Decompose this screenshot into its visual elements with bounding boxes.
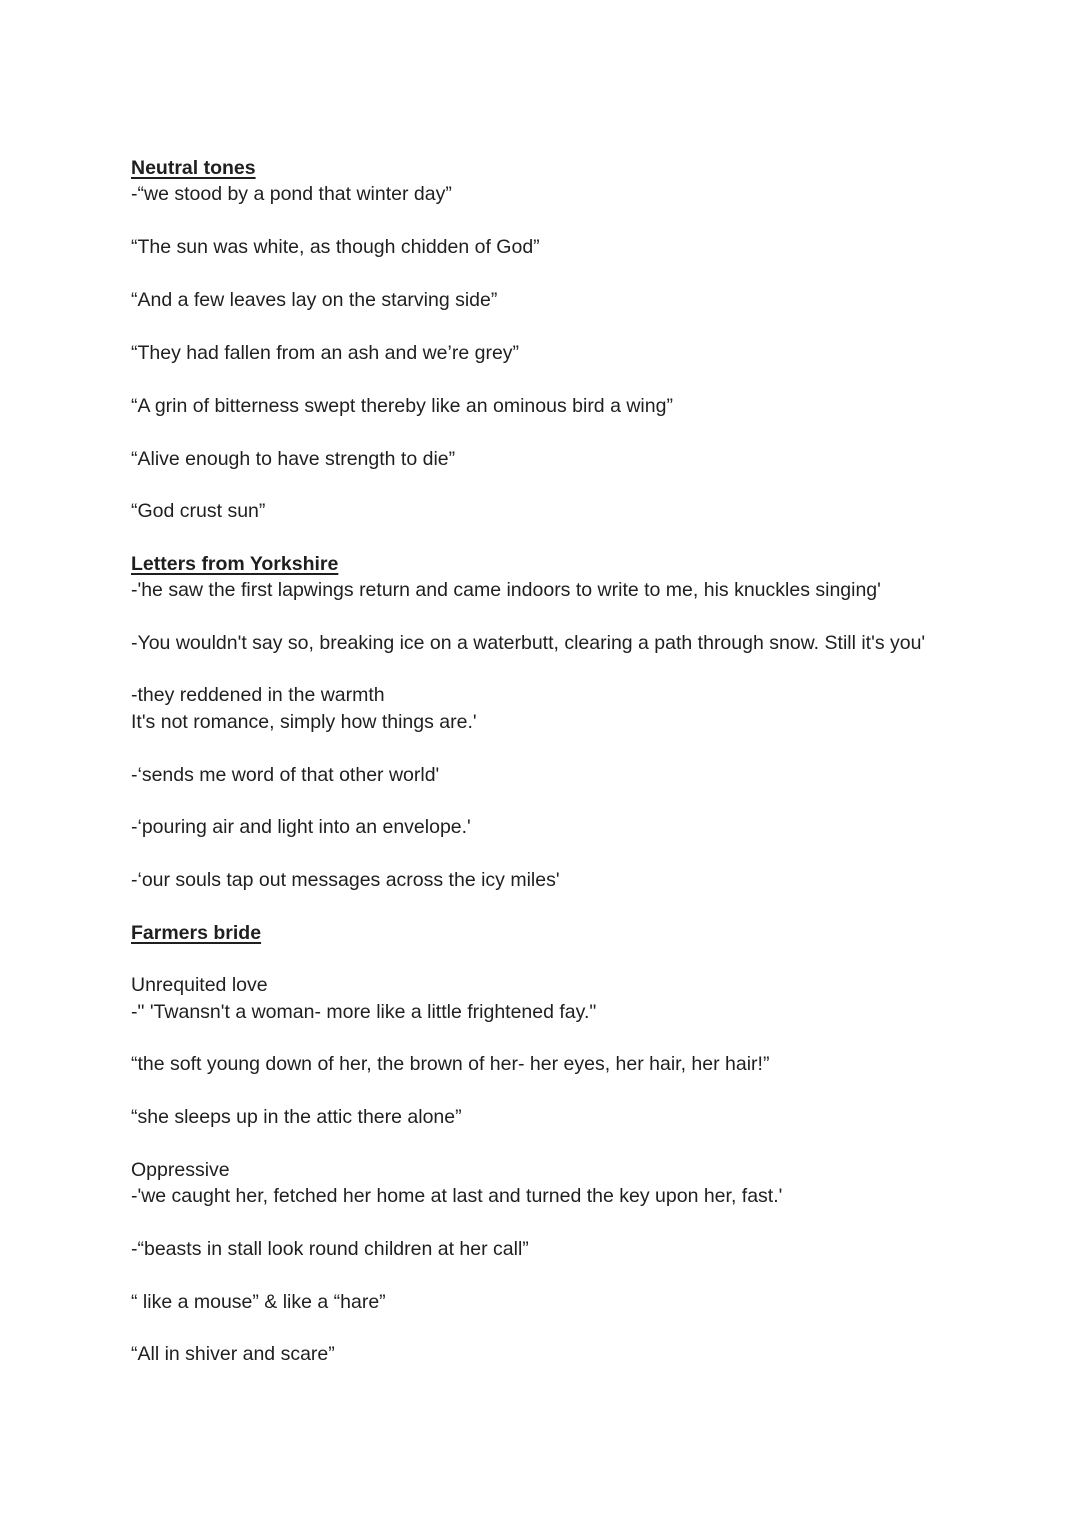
quote-line: -“we stood by a pond that winter day” bbox=[131, 183, 452, 205]
quote-line: It's not romance, simply how things are.' bbox=[131, 711, 477, 733]
quote-line: “God crust sun” bbox=[131, 500, 266, 522]
subheading-line: Unrequited love bbox=[131, 974, 268, 996]
quote-line: -'he saw the first lapwings return and came indoors to write to me, his knuckles singing' bbox=[131, 579, 881, 601]
quote-line: -You wouldn't say so, breaking ice on a waterbutt, clearing a path through snow. Still it's you' bbox=[131, 632, 926, 654]
quote-line: “the soft young down of her, the brown of her- her eyes, her hair, her hair!” bbox=[131, 1053, 770, 1075]
quote-line: -‘pouring air and light into an envelope.' bbox=[131, 816, 471, 838]
section-heading-letters-from-yorkshire: Letters from Yorkshire bbox=[131, 553, 339, 575]
quote-line: “The sun was white, as though chidden of God” bbox=[131, 236, 540, 258]
quote-line: “And a few leaves lay on the starving side” bbox=[131, 289, 498, 311]
quote-line: -" 'Twansn't a woman- more like a little frightened fay." bbox=[131, 1001, 597, 1023]
quote-line: “A grin of bitterness swept thereby like an ominous bird a wing” bbox=[131, 395, 673, 417]
quote-line: -‘our souls tap out messages across the icy miles' bbox=[131, 869, 560, 891]
quote-line: -they reddened in the warmth bbox=[131, 684, 385, 706]
section-heading-neutral-tones: Neutral tones bbox=[131, 157, 256, 179]
quote-line: “ like a mouse” & like a “hare” bbox=[131, 1291, 386, 1313]
quote-line: -'we caught her, fetched her home at last and turned the key upon her, fast.' bbox=[131, 1185, 783, 1207]
quote-line: “They had fallen from an ash and we’re grey” bbox=[131, 342, 520, 364]
quote-line: “All in shiver and scare” bbox=[131, 1343, 335, 1365]
quote-line: “Alive enough to have strength to die” bbox=[131, 448, 456, 470]
subheading-line: Oppressive bbox=[131, 1159, 230, 1181]
section-heading-farmers-bride: Farmers bride bbox=[131, 922, 262, 944]
quote-line: -‘sends me word of that other world' bbox=[131, 764, 440, 786]
quote-line: “she sleeps up in the attic there alone” bbox=[131, 1106, 462, 1128]
quote-line: -“beasts in stall look round children at her call” bbox=[131, 1238, 529, 1260]
